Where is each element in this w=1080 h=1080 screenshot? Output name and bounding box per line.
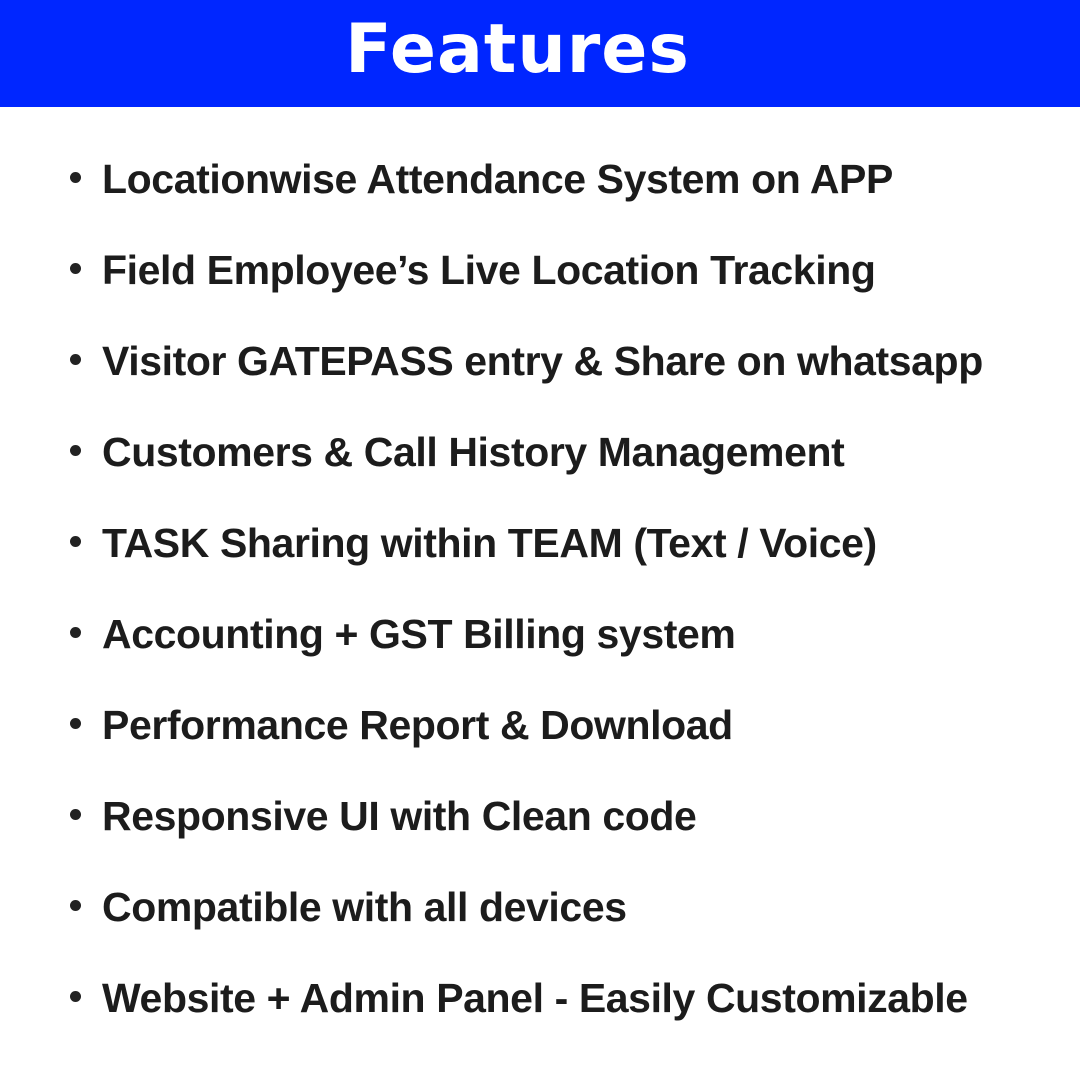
list-item: [0, 497, 1080, 588]
bullet-icon: [70, 809, 81, 820]
list-item: [0, 224, 1080, 315]
bullet-icon: [70, 718, 81, 729]
feature-label: TASK Sharing within TEAM (Text / Voice): [102, 520, 877, 566]
list-item: [0, 133, 1080, 224]
feature-label: Performance Report & Download: [102, 702, 733, 748]
feature-label: Compatible with all devices: [102, 884, 627, 930]
bullet-icon: [70, 991, 81, 1002]
bullet-icon: [70, 627, 81, 638]
feature-label: Website + Admin Panel - Easily Customizable: [102, 975, 968, 1021]
bullet-icon: [70, 445, 81, 456]
header-banner: [0, 0, 1080, 107]
list-item: [0, 679, 1080, 770]
bullet-icon: [70, 263, 81, 274]
feature-label: Visitor GATEPASS entry & Share on whatsapp: [102, 338, 983, 384]
list-item: [0, 861, 1080, 952]
feature-label: Locationwise Attendance System on APP: [102, 156, 893, 202]
feature-label: Accounting + GST Billing system: [102, 611, 736, 657]
bullet-icon: [70, 354, 81, 365]
feature-label: Field Employee’s Live Location Tracking: [102, 247, 876, 293]
bullet-icon: [70, 536, 81, 547]
feature-label: Responsive UI with Clean code: [102, 793, 697, 839]
feature-label: Customers & Call History Management: [102, 429, 845, 475]
feature-list: [0, 133, 1080, 1043]
list-item: [0, 406, 1080, 497]
list-item: [0, 770, 1080, 861]
list-item: [0, 315, 1080, 406]
list-item: [0, 952, 1080, 1043]
bullet-icon: [70, 172, 81, 183]
page-title: Features: [345, 10, 690, 89]
bullet-icon: [70, 900, 81, 911]
list-item: [0, 588, 1080, 679]
